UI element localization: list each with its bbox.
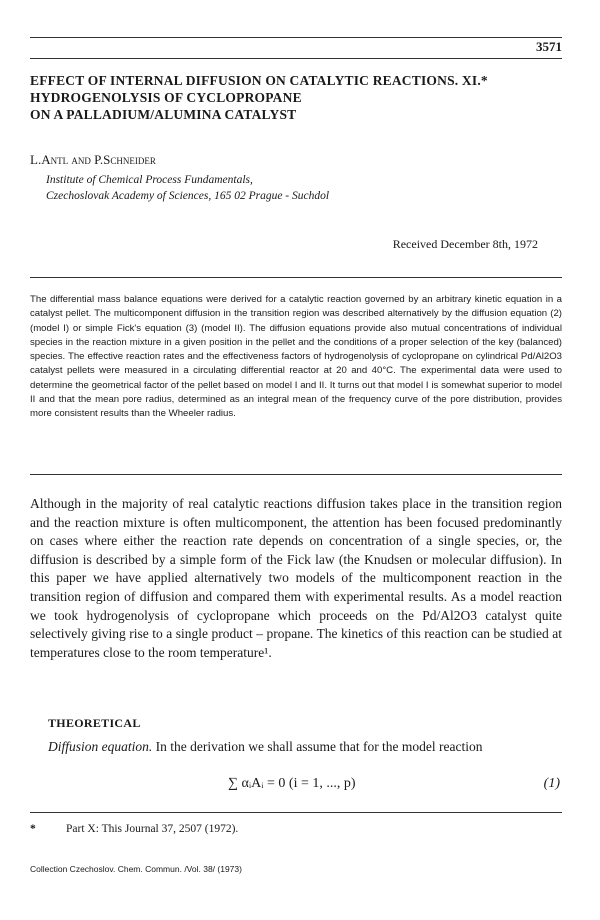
footnote-text: Part X: This Journal 37, 2507 (1972). [66, 823, 239, 835]
equation-number: (1) [543, 776, 560, 791]
received-date: Received December 8th, 1972 [392, 237, 538, 251]
page-number: 3571 [536, 39, 562, 54]
header-rule [30, 37, 562, 38]
paragraph-lead: Diffusion equation. [48, 739, 153, 754]
abstract-top-rule [30, 277, 562, 278]
header-rule-lower [30, 58, 562, 59]
body-paragraph-2 [48, 738, 562, 756]
title-line-1: EFFECT OF INTERNAL DIFFUSION ON CATALYTIC REACTIONS. XI.* [30, 73, 488, 88]
paragraph-text: In the derivation we shall assume that for the model reaction [155, 739, 483, 754]
affiliation-line-2: Czechoslovak Academy of Sciences, 165 02 Prague - Suchdol [46, 190, 330, 202]
abstract-bottom-rule [30, 474, 562, 475]
footnote [30, 823, 238, 835]
equation: ∑ αᵢAᵢ = 0 (i = 1, ..., p) [228, 776, 356, 791]
affiliation [46, 172, 329, 204]
footnote-rule [30, 812, 562, 813]
journal-footer: Collection Czechoslov. Chem. Commun. /Vol. 38/ (1973) [30, 864, 242, 874]
article-title [30, 72, 488, 123]
footnote-marker: * [30, 823, 36, 835]
abstract: The differential mass balance equations were derived for a catalytic reaction governed by an arbitrary kinetic equation in a catalyst pellet. The multicomponent diffusion in the transition region was described alternatively by the diffusion equation (2) (model I) or simple Fick's equation (3) (model II). The diffusion equations provide also mutual concentrations of individual species in the reaction mixture in a given position in the pellet and the conditions of a proper selection of the key (balanced) species. The effective reaction rates and the effectiveness factors of hydrogenolysis of cyclopropane on cylindrical Pd/Al2O3 catalyst pellets were measured in a circulating differential reactor at 20 and 40°C. The experimental data were used to determine the geometrical factor of the pellet based on model I and II. It turns out that model I is somewhat superior to model II and that the mean pore radius, determined as an integral mean of the frequency curve of the pore distribution, provides more consistent results than the Wheeler radius. [30, 294, 562, 420]
title-line-2: HYDROGENOLYSIS OF CYCLOPROPANE [30, 90, 302, 105]
affiliation-line-1: Institute of Chemical Process Fundamentals, [46, 174, 253, 186]
section-heading: THEORETICAL [48, 716, 141, 730]
authors: L.Antl and P.Schneider [30, 152, 156, 167]
body-paragraph-1: Although in the majority of real catalytic reactions diffusion takes place in the transition region and the reaction mixture is often multicomponent, the attention has been focused predominantly on cases where either the reaction rate depends on concentration of a single species, or, the diffusion is described by a simple form of the Fick law (the Knudsen or molecular diffusion). In this paper we have applied alternatively two models of the multicomponent reaction in the transition region of diffusion and compared them with experimental results. As a model reaction we took hydrogenolysis of cyclopropane which proceeds on the Pd/Al2O3 catalyst quite selectively giving rise to a single product – propane. The kinetics of this reaction can be studied at temperatures close to the room temperature¹. [30, 496, 562, 660]
title-line-3: ON A PALLADIUM/ALUMINA CATALYST [30, 107, 297, 122]
